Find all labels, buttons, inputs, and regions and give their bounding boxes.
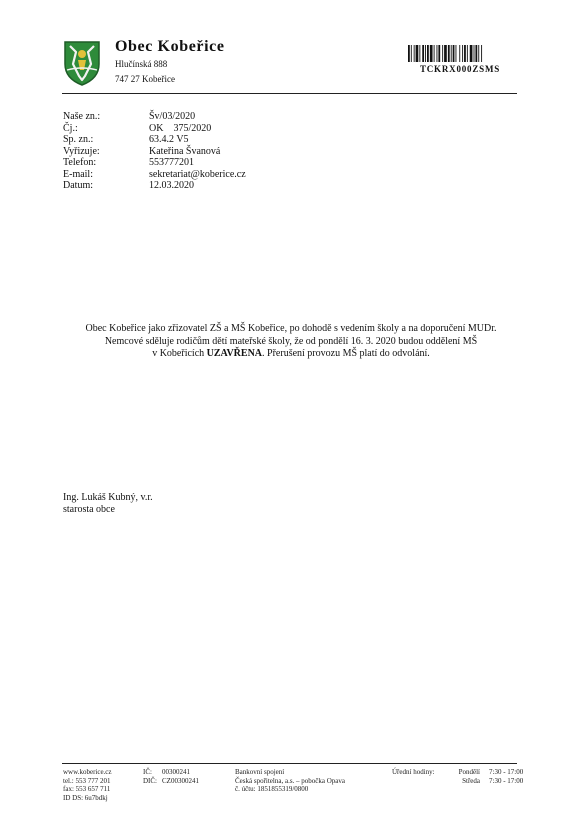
barcode-bar [411,45,412,62]
office-hours-day: Středa [462,776,480,785]
header-divider [62,93,517,94]
reference-row-our-ref [63,111,246,123]
reference-label: Naše zn.: [63,111,101,122]
notice-line-1: Obec Kobeřice jako zřizovatel ZŠ a MŠ Kobeřice, po dohodě s vedením školy a na doporučení MUDr. [85,323,497,334]
office-hours-row [392,768,523,777]
barcode-bar [430,45,433,62]
signatory-name: Ing. Lukáš Kubný, v.r. [63,492,153,503]
footer-bank-title: Bankovní spojení [235,768,285,776]
barcode-bar [459,45,460,62]
footer-website: www.koberice.cz [63,768,112,776]
footer-dic-row [143,777,199,786]
barcode-bar [464,45,466,62]
barcode-bar [478,45,479,62]
office-hours-label-spacer [392,777,444,786]
organization-city: 747 27 Kobeřice [115,74,175,84]
reference-value: 12.03.2020 [149,180,194,191]
barcode-bar [438,45,440,62]
reference-label: Čj.: [63,122,78,134]
notice-body [60,323,522,361]
reference-row-email [63,169,246,181]
reference-label: Telefon: [63,157,97,168]
barcode-bar [467,45,468,62]
reference-block [63,111,246,192]
reference-row-handled-by [63,146,246,158]
reference-value: Kateřina Švanová [149,145,221,157]
barcode-bar [427,45,429,62]
office-hours-time: 7:30 - 17:00 [489,768,524,776]
barcode-bar [434,45,435,62]
reference-row-date [63,180,246,192]
barcode-bar [462,45,463,62]
footer-ic-value: 00300241 [162,768,190,776]
reference-row-phone [63,157,246,169]
office-hours-time: 7:30 - 17:00 [489,776,524,785]
barcode-bar [475,45,477,62]
barcode-bar [442,45,443,62]
footer-ic-label: IČ: [143,768,152,776]
barcode-bar [419,45,420,62]
reference-row-file-number [63,123,246,135]
footer-bank-account: č. účtu: 1851855319/0800 [235,785,309,794]
closure-emphasis: UZAVŘENA [206,348,263,359]
footer-ic-row [143,768,199,777]
footer-contacts [63,768,112,802]
footer-dic-value: CZ00300241 [162,776,199,785]
municipal-coat-of-arms-icon [63,40,101,86]
notice-line-3-end: . Přerušení provozu MŠ platí do odvolání. [262,348,430,359]
office-hours-label: Úřední hodiny: [392,768,435,776]
barcode-bar [422,45,424,62]
office-hours-day: Pondělí [458,768,480,776]
barcode-bar [425,45,426,62]
barcode-text: TCKRX000ZSMS [419,64,501,74]
signature-block [63,492,153,516]
reference-value: OK 375/2020 [149,122,212,134]
organization-name: Obec Kobeřice [115,38,225,55]
barcode-bar [470,45,473,62]
notice-line-3 [60,348,522,361]
barcode-bar [414,45,415,62]
reference-value: sekretariat@koberice.cz [149,168,246,180]
barcode-bar [444,45,447,62]
footer-data-box: ID DS: 6u7bdkj [63,793,108,802]
barcode-bar [481,45,482,62]
document-barcode [408,45,512,62]
barcode-bar [474,45,475,62]
barcode-bar [451,45,452,62]
barcode-bar [416,45,419,62]
footer-bank [235,768,345,794]
reference-value: 553777201 [149,157,194,168]
footer-ids [143,768,199,785]
reference-value: 63.4.2 V5 [149,134,189,145]
reference-row-spis-mark [63,134,246,146]
barcode-bar [408,45,410,62]
footer-phone: tel.: 553 777 201 [63,776,111,785]
reference-value: Šv/03/2020 [149,111,196,122]
barcode-bar [456,45,457,62]
notice-line-3-start: v Kobeřicích [152,348,205,359]
reference-label: Sp. zn.: [63,134,94,145]
footer-divider [62,763,517,764]
footer-dic-label: DIČ: [143,776,157,785]
signatory-title: starosta obce [63,504,115,515]
office-hours-row [392,777,523,786]
reference-label: E-mail: [63,168,93,180]
reference-label: Datum: [63,180,93,191]
footer-office-hours [392,768,523,785]
barcode-bar [453,45,455,62]
footer-bank-name: Česká spořitelna, a.s. – pobočka Opava [235,776,346,785]
reference-label: Vyřizuje: [63,145,100,157]
notice-line-2: Nemcové sděluje rodičům dětí mateřské školy, že od pondělí 16. 3. 2020 budou oddělení MŠ [104,335,478,347]
barcode-bar [448,45,450,62]
footer-fax: fax: 553 657 711 [63,785,111,794]
organization-street: Hlučínská 888 [115,59,168,69]
barcode-bar [437,45,438,62]
